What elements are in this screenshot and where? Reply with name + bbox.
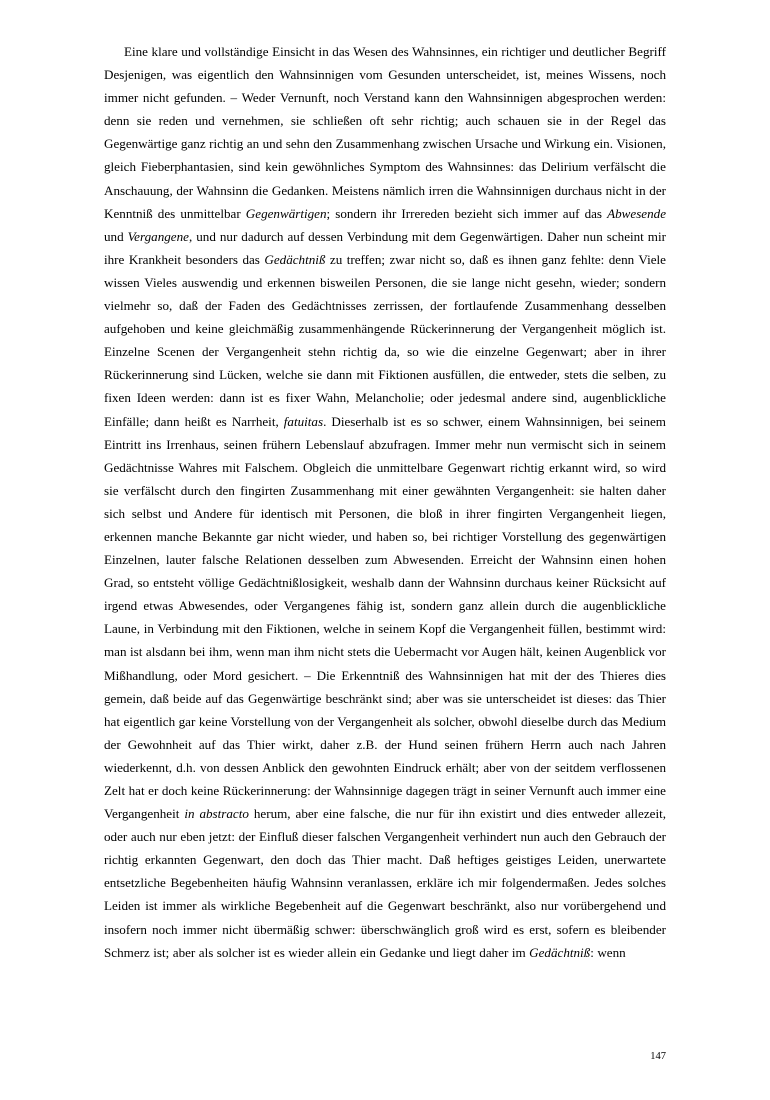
paragraph-1-run-2: ; sondern ihr Irrereden bezieht sich immer auf das — [326, 205, 608, 221]
paragraph-1-run-1: Eine klare und vollständige Einsicht in das Wesen des Wahnsinnes, ein richtiger und deutlicher Begriff Desjenigen, was eigentlich den Wahnsinnigen vom Gesunden unterscheidet, ist, meines Wissens, noch immer nicht gefunden. – Weder Vernunft, noch Verstand kann den Wahnsinnigen abgesprochen werden: denn sie reden und vernehmen, sie schließen oft sehr richtig; auch schauen sie in der Regel das Gegenwärtige ganz richtig an und sehn den Zusammenhang zwischen Ursache und Wirkung ein. Visionen, gleich Fieberphantasien, sind kein gewöhnliches Symptom des Wahnsinnes: das Delirium verfälscht die Anschauung, der Wahnsinn die Gedanken. Meistens nämlich irren die Wahnsinnigen durchaus nicht in der Kenntniß des unmittelbar — [104, 44, 666, 221]
paragraph-1-run-6: . Dieserhalb ist es so schwer, einem Wahnsinnigen, bei seinem Eintritt ins Irrenhaus, seinen frühern Lebenslauf abzufragen. Immer mehr nun vermischt sich in seinem Gedächtnisse Wahres mit Falschem. Obgleich die unmittelbare Gegenwart richtig erkannt wird, so wird sie verfälscht durch den fingirten Zusammenhang mit einer gewähnten Vergangenheit: sie halten daher sich selbst und Andere für identisch mit Personen, die bloß in ihrer fingirten Vergangenheit liegen, erkennen manche Bekannte gar nicht wieder, und haben so, bei richtiger Vorstellung des gegenwärtigen Einzelnen, lauter falsche Relationen desselben zum Abwesenden. Erreicht der Wahnsinn einen hohen Grad, so entsteht völlige Gedächtnißlosigkeit, weshalb dann der Wahnsinn durchaus keiner Rücksicht auf irgend etwas Abwesendes, oder Vergangenes fähig ist, sondern ganz allein durch die augenblickliche Laune, in Verbindung mit den Fiktionen, welche in seinem Kopf die Vergangenheit füllen, bestimmt wird: man ist alsdann bei ihm, wenn man ihm nicht stets die Uebermacht vor Augen hält, keinen Augenblick vor Mißhandlung, oder Mord gesichert. – Die Erkenntniß des Wahnsinnigen hat mit der des Thieres dies gemein, daß beide auf das Gegenwärtige beschränkt sind; aber was sie unterscheidet ist dieses: das Thier hat eigentlich gar keine Vorstellung von der Vergangenheit als solcher, obwohl dieselbe durch das Medium der Gewohnheit auf das Thier wirkt, daher z.B. der Hund seinen frühern Herrn auch nach Jahren wiederkennt, d.h. von dessen Anblick den gewohnten Eindruck erhält; aber von der seitdem verflossenen Zelt hat er doch keine Rückerinnerung: der Wahnsinnige dagegen trägt in seiner Vernunft auch immer eine Vergangenheit — [104, 413, 666, 822]
italic-term-gedaechtniss-1: Gedächtniß — [264, 251, 326, 267]
paragraph-1-run-8: : wenn — [590, 944, 626, 960]
paragraph-1-run-4: , und nur dadurch auf dessen Verbindung mit dem Gegenwärtigen. Daher nun scheint mir ihre Krankheit besonders das — [104, 228, 666, 267]
italic-term-gegenwaertigen: Gegenwärtigen — [245, 205, 327, 221]
italic-term-in-abstracto: in abstracto — [184, 806, 249, 822]
paragraph-1-run-5: zu treffen; zwar nicht so, daß es ihnen ganz fehlte: denn Viele wissen Vieles auswendig und erkennen bisweilen Personen, die sie lange nicht gesehn, wieder; sondern vielmehr so, daß der Faden des Gedächtnisses zerrissen, der fortlaufende Zusammenhang desselben aufgehoben und keine gleichmäßig zusammenhängende Rückerinnerung der Vergangenheit möglich ist. Einzelne Scenen der Vergangenheit stehn richtig da, so wie die einzelne Gegenwart; aber in ihrer Rückerinnerung sind Lücken, welche sie dann mit Fiktionen ausfüllen, die entweder, stets die selben, zu fixen Ideen werden: dann ist es fixer Wahn, Melancholie; oder jedesmal andere sind, augenblickliche Einfälle; dann heißt es Narrheit, — [104, 251, 666, 429]
italic-term-abwesende: Abwesende — [607, 205, 667, 221]
body-text-column — [104, 40, 666, 964]
italic-term-vergangene: Vergangene — [127, 228, 189, 244]
page-number: 147 — [650, 1051, 666, 1062]
paragraph-1-run-7: herum, aber eine falsche, die nur für ihn existirt und dies entweder allezeit, oder auch nur eben jetzt: der Einfluß dieser falschen Vergangenheit verhindert nun auch den Gebrauch der richtig erkannten Gegenwart, den doch das Thier macht. Daß heftiges geistiges Leiden, unerwartete entsetzliche Begebenheiten häufig Wahnsinn veranlassen, erkläre ich mir folgendermaßen. Jedes solches Leiden ist immer als wirkliche Begebenheit auf die Gegenwart beschränkt, also nur vorübergehend und insofern noch immer nicht übermäßig schwer: überschwänglich groß wird es erst, sofern es bleibender Schmerz ist; aber als solcher ist es wieder allein ein Gedanke und liegt daher im — [104, 806, 667, 960]
paragraph-1-run-3: und — [104, 228, 128, 244]
paragraph-1 — [104, 40, 666, 964]
italic-term-gedaechtniss-2: Gedächtniß — [529, 944, 591, 960]
italic-term-fatuitas: fatuitas — [283, 413, 324, 429]
